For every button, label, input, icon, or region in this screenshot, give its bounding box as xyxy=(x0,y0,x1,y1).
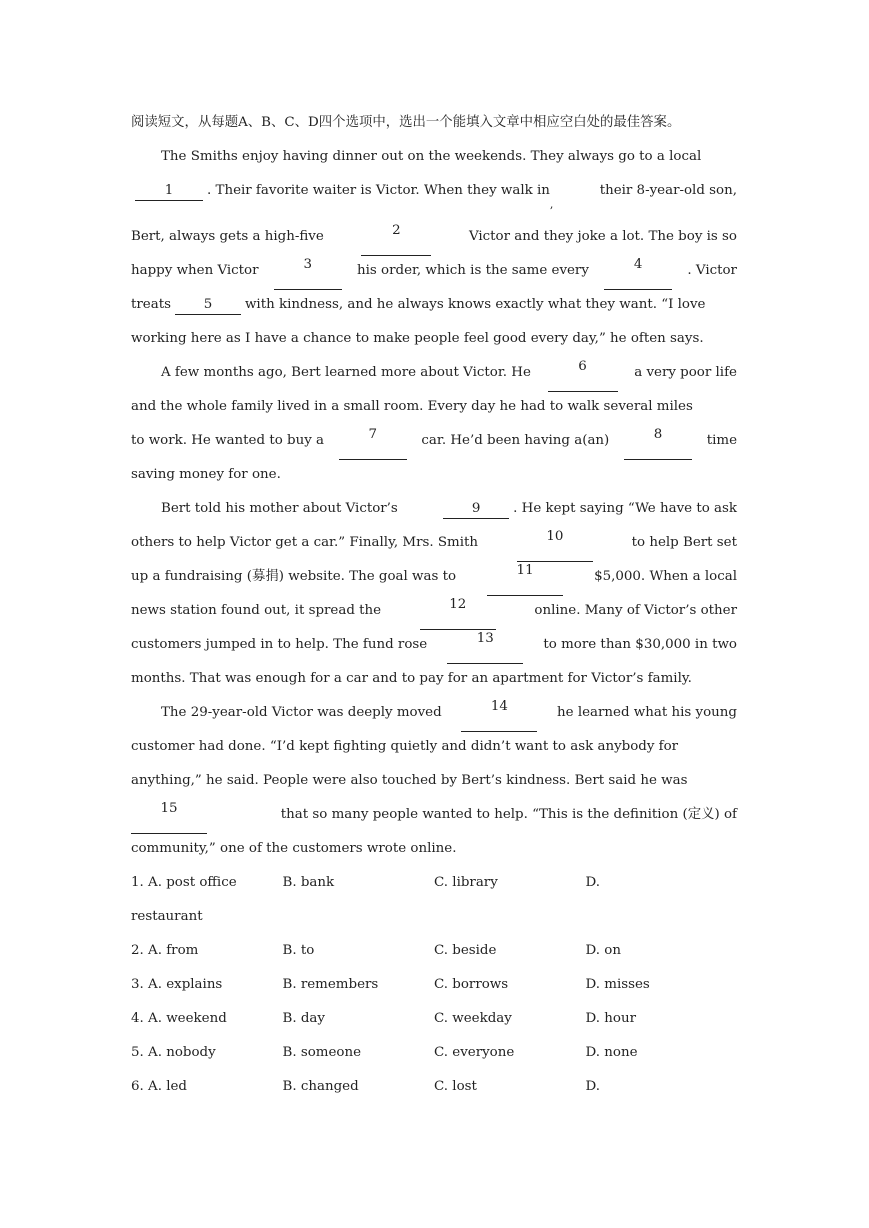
passage-line xyxy=(131,596,737,630)
passage-line xyxy=(131,800,737,834)
passage-line xyxy=(131,494,737,528)
option-c[interactable]: C. borrows xyxy=(434,977,509,992)
instruction: 阅读短文，从每题A、B、C、D四个选项中，选出一个能填入文章中相应空白处的最佳答案。 xyxy=(131,115,681,130)
option-c[interactable]: C. library xyxy=(434,875,498,890)
option-a[interactable]: 3. A. explains xyxy=(131,977,223,992)
passage-line xyxy=(131,358,737,392)
passage-line xyxy=(131,392,737,426)
passage-text: he learned what his young xyxy=(557,705,737,720)
passage-line xyxy=(131,426,737,460)
passage-text: with kindness, and he always knows exactly what they want. “I love xyxy=(244,297,706,312)
blank-5: 5 xyxy=(175,296,241,315)
option-d[interactable]: D. none xyxy=(585,1045,638,1060)
blank-2: 2 xyxy=(361,222,431,256)
option-a[interactable]: 1. A. post office xyxy=(131,875,237,890)
passage-text: to work. He wanted to buy a xyxy=(131,433,325,448)
option-c[interactable]: C. everyone xyxy=(434,1045,515,1060)
passage-text: their 8-year-old son, xyxy=(599,183,737,198)
option-c[interactable]: C. weekday xyxy=(434,1011,512,1026)
option-d[interactable]: D. xyxy=(585,875,601,890)
passage-text: Bert told his mother about Victor’s xyxy=(161,501,398,516)
option-d[interactable]: D. xyxy=(585,1079,601,1094)
option-a[interactable]: 4. A. weekend xyxy=(131,1011,227,1026)
blank-13: 13 xyxy=(447,630,523,664)
passage-line xyxy=(131,664,737,698)
passage-text: anything,” he said. People were also touched by Bert’s kindness. Bert said he was xyxy=(131,773,688,788)
passage-line xyxy=(131,698,737,732)
blank-3: 3 xyxy=(274,256,342,290)
passage-line xyxy=(131,222,737,256)
passage-line xyxy=(131,562,737,596)
document-page xyxy=(131,108,737,1106)
passage-text: time xyxy=(706,433,737,448)
passage-text: A few months ago, Bert learned more about Victor. He xyxy=(161,365,531,380)
stray-comma: , xyxy=(549,198,554,211)
passage-line xyxy=(131,290,737,324)
option-b[interactable]: B. changed xyxy=(282,1079,359,1094)
blank-12: 12 xyxy=(420,596,496,630)
passage-text: that so many people wanted to help. “This is the definition (定义) of xyxy=(280,807,737,822)
option-c[interactable]: C. beside xyxy=(434,943,497,958)
passage-line xyxy=(131,176,737,222)
passage-line xyxy=(131,324,737,358)
passage-text: happy when Victor xyxy=(131,263,259,278)
passage-text: online. Many of Victor’s other xyxy=(534,603,737,618)
option-d[interactable]: D. misses xyxy=(585,977,650,992)
option-b[interactable]: B. day xyxy=(282,1011,325,1026)
passage-text: others to help Victor get a car.” Finally, Mrs. Smith xyxy=(131,535,479,550)
blank-9: 9 xyxy=(443,500,509,519)
passage-text: customers jumped in to help. The fund rose xyxy=(131,637,428,652)
option-b[interactable]: B. someone xyxy=(282,1045,362,1060)
option-d[interactable]: D. on xyxy=(585,943,621,958)
passage-text: . Their favorite waiter is Victor. When they walk in xyxy=(207,183,550,198)
passage-text: his order, which is the same every xyxy=(357,263,589,278)
blank-11: 11 xyxy=(487,562,563,596)
passage-line xyxy=(131,528,737,562)
blank-8: 8 xyxy=(624,426,692,460)
passage-line xyxy=(131,834,737,868)
passage-line xyxy=(131,142,737,176)
passage-text: to help Bert set xyxy=(631,535,737,550)
passage-line xyxy=(131,732,737,766)
blank-10: 10 xyxy=(517,528,593,562)
passage-text: . He kept saying “We have to ask xyxy=(513,501,737,516)
passage-text: treats xyxy=(131,297,171,312)
passage-text: The Smiths enjoy having dinner out on the weekends. They always go to a local xyxy=(161,149,702,164)
option-b[interactable]: B. to xyxy=(282,943,315,958)
passage-text: to more than $30,000 in two xyxy=(543,637,737,652)
blank-15: 15 xyxy=(131,800,207,834)
passage-text: customer had done. “I’d kept fighting quietly and didn’t want to ask anybody for xyxy=(131,739,679,754)
question-row xyxy=(131,970,737,1004)
passage-text: a very poor life xyxy=(634,365,737,380)
blank-4: 4 xyxy=(604,256,672,290)
passage-text: working here as I have a chance to make people feel good every day,” he often says. xyxy=(131,331,704,346)
passage-text: months. That was enough for a car and to pay for an apartment for Victor’s family. xyxy=(131,671,692,686)
option-a[interactable]: 5. A. nobody xyxy=(131,1045,216,1060)
passage-text: $5,000. When a local xyxy=(594,569,737,584)
passage-line xyxy=(131,766,737,800)
passage-text: and the whole family lived in a small room. Every day he had to walk several miles xyxy=(131,399,693,414)
question-row xyxy=(131,1072,737,1106)
passage-text: Bert, always gets a high-five xyxy=(131,229,324,244)
blank-6: 6 xyxy=(548,358,618,392)
option-b[interactable]: B. remembers xyxy=(282,977,379,992)
passage-text: car. He’d been having a(an) xyxy=(421,433,610,448)
question-row xyxy=(131,1038,737,1072)
passage-text: . Victor xyxy=(687,263,737,278)
option-d-wrap[interactable]: restaurant xyxy=(131,909,203,924)
question-row xyxy=(131,868,737,902)
passage-line xyxy=(131,630,737,664)
passage-text: Victor and they joke a lot. The boy is so xyxy=(468,229,737,244)
blank-7: 7 xyxy=(339,426,407,460)
passage-text: up a fundraising (募捐) website. The goal was to xyxy=(131,569,457,584)
blank-14: 14 xyxy=(461,698,537,732)
option-a[interactable]: 6. A. led xyxy=(131,1079,187,1094)
blank-1: 1 xyxy=(135,182,203,201)
passage-text: news station found out, it spread the xyxy=(131,603,382,618)
option-b[interactable]: B. bank xyxy=(282,875,335,890)
option-a[interactable]: 2. A. from xyxy=(131,943,199,958)
question-row xyxy=(131,936,737,970)
passage-text: community,” one of the customers wrote online. xyxy=(131,841,457,856)
passage-text: saving money for one. xyxy=(131,467,281,482)
question-row-wrap xyxy=(131,902,737,936)
passage-line xyxy=(131,256,737,290)
question-row xyxy=(131,1004,737,1038)
passage-line xyxy=(131,460,737,494)
option-c[interactable]: C. lost xyxy=(434,1079,477,1094)
passage-text: The 29-year-old Victor was deeply moved xyxy=(161,705,442,720)
option-d[interactable]: D. hour xyxy=(585,1011,636,1026)
